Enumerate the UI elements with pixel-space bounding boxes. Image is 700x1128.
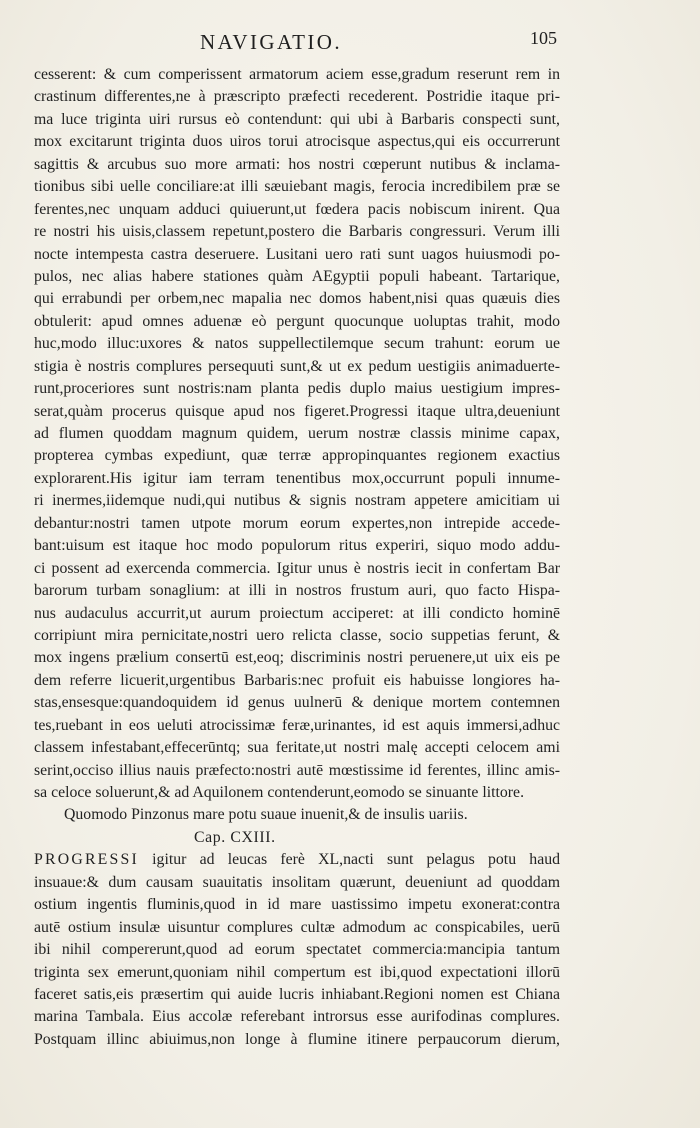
text-line: propterea cymbas expediunt, quæ terræ appropinquantes regionem exactius bbox=[34, 447, 560, 465]
text-line: bant:uisum est itaque hoc modo populorum ritus experiri, siquo modo addu- bbox=[34, 537, 560, 555]
text-line: tes,ruebant in eos ueluti atrocissimæ feræ,urinantes, id est aquis immersi,adhuc bbox=[34, 716, 560, 734]
text-line: triginta sex emerunt,quoniam nihil compertum est ibi,quod expectationi illorū bbox=[34, 963, 560, 981]
text-line: ci possent ad exercenda commercia. Igitur unus è nostris iecit in confertam Bar bbox=[34, 559, 560, 577]
text-line: ri inermes,iidemque nudi,qui nutibus & signis nostram appetere amicitiam ui bbox=[34, 492, 560, 510]
text-line: ibi nihil compererunt,quod ad eorum spectatet commercia:mancipia tantum bbox=[34, 941, 560, 959]
text-line: dem referre licuerit,urgentibus Barbaris:nec profuit eis habuisse longiores ha- bbox=[34, 671, 560, 689]
text-line: pulos, nec alias habere stationes quàm AEgyptii populi habeant. Tartarique, bbox=[34, 267, 560, 285]
text-line: Postquam illinc abiuimus,non longe à flumine itinere perpaucorum dierum, bbox=[34, 1030, 560, 1048]
running-title: NAVIGATIO. bbox=[200, 30, 343, 54]
text-line: cesserent: & cum comperissent armatorum aciem esse,gradum reserunt rem in bbox=[34, 66, 560, 83]
text-line: explorarent.His igitur iam terram tenentibus mox,occurrunt populi innume- bbox=[34, 469, 560, 487]
text-line: serat,quàm procerus quisque apud nos figeret.Progressi itaque ultra,deueniunt bbox=[34, 402, 560, 420]
ink-mark bbox=[60, 992, 74, 999]
text-line: nus audaculus accurrit,ut aurum proiectum acciperet: at illi condicto hominē bbox=[34, 604, 560, 622]
text-line: autē ostium insulæ uisuntur complures cultæ admodum ac conspicabiles, uerū bbox=[34, 918, 560, 936]
chapter-first-word: PROGRESSI bbox=[34, 851, 139, 869]
text-line: obtulerit: apud omnes aduenæ eò pergunt quocunque uoluptas trahit, modo bbox=[34, 312, 560, 330]
text-line: corripiunt mira pernicitate,nostri uero relicta classe, socio suppetias ferunt, & bbox=[34, 626, 560, 644]
page-number: 105 bbox=[530, 28, 557, 48]
text-line: sa celoce soluerunt,& ad Aquilonem contenderunt,eomodo se sinuante littore. bbox=[34, 784, 525, 801]
text-line: debantur:nostri tamen utpote morum eorum expertes,non intrepide accede- bbox=[34, 514, 560, 532]
text-line: barorum turbam sonaglium: at illi in nostros frustum auri, quo facto Hispa- bbox=[34, 582, 560, 600]
chapter-first-line: PROGRESSI igitur ad leucas ferè XL,nacti sunt pelagus potu haud bbox=[34, 851, 560, 869]
text-line: nocte intempesta castra deseruere. Lusitani uero rati sunt uagos huiusmodi po- bbox=[34, 245, 560, 263]
text-line: ma luce triginta uiri rursus eò contendunt: qui ubi à Barbaris conspecti sunt, bbox=[34, 110, 560, 128]
text-line: classem infestabant,effecerūntq; sua feritate,ut nostri malę accepti celocem ami bbox=[34, 739, 560, 757]
text-line: runt,proceriores sunt nostris:nam planta pedis duplo maius uestigium impres- bbox=[34, 380, 560, 398]
text-line: mox ingens prælium consertū est,eoq; discriminis nostri peruenere,ut uix eis pe bbox=[34, 649, 560, 667]
chapter-number: Cap. CXIII. bbox=[194, 828, 276, 846]
text-line: stas,ensesque:quandoquidem id genus uulnerū & denique mortem contemnen bbox=[34, 694, 560, 712]
text-line: ostium ingentis fluminis,quod in id mare uastissimo impetu exonerat:contra bbox=[34, 896, 560, 914]
text-line: mox excitarunt triginta duos uiros torui atrocisque aspectus,qui eis occurrerunt bbox=[34, 133, 560, 151]
text-line: re nostri his uisis,classem repetunt,postero die Barbaris congressuri. Verum illi bbox=[34, 223, 560, 241]
text-line: huc,modo illuc:uxores & natos suppellectilemque secum trahunt: eorum ue bbox=[34, 335, 560, 353]
text-line: tionibus sibi uelle conciliare:at illi sæuiebant magis, ferocia incredibilem præ se bbox=[34, 178, 560, 196]
text-line: insuaue:& dum causam suauitatis insolitam quærunt, deueniunt ad quoddam bbox=[34, 873, 560, 891]
text-line: faceret satis,eis præsertim qui auide lucris inhiabant.Regioni nomen est Chiana bbox=[34, 985, 560, 1003]
text-line: crastinum differentes,ne à præscripto præfecti recederent. Postridie itaque pri- bbox=[34, 88, 560, 106]
body-text bbox=[34, 64, 560, 1051]
page-header bbox=[0, 26, 700, 56]
text-line: sagittis & arcubus suo more armati: hos nostri cœperunt nutibus & inclama- bbox=[34, 155, 560, 173]
chapter-heading: Quomodo Pinzonus mare potu suaue inuenit,& de insulis uariis. bbox=[64, 806, 468, 824]
text-line: stigia è nostris complures persequuti sunt,& ut ex pedum uestigiis animaduerte- bbox=[34, 357, 560, 375]
text-line: serint,occiso illius nauis præfecto:nostri autē mœstissime id ferentes, illinc amis- bbox=[34, 761, 560, 779]
text-line: ad flumen quoddam magnum quidem, uerum nostræ classis minime capax, bbox=[34, 425, 560, 442]
text-line: qui errabundi per orbem,nec mapalia nec domos habent,nisi quas quæuis dies bbox=[34, 290, 560, 308]
text-line: marina Tambala. Eius accolæ referebant introrsus esse aurifodinas complures. bbox=[34, 1008, 560, 1026]
text-line: ferentes,nec unquam adduci quiuerunt,ut fœdera pacis nobiscum inirent. Qua bbox=[34, 200, 560, 218]
